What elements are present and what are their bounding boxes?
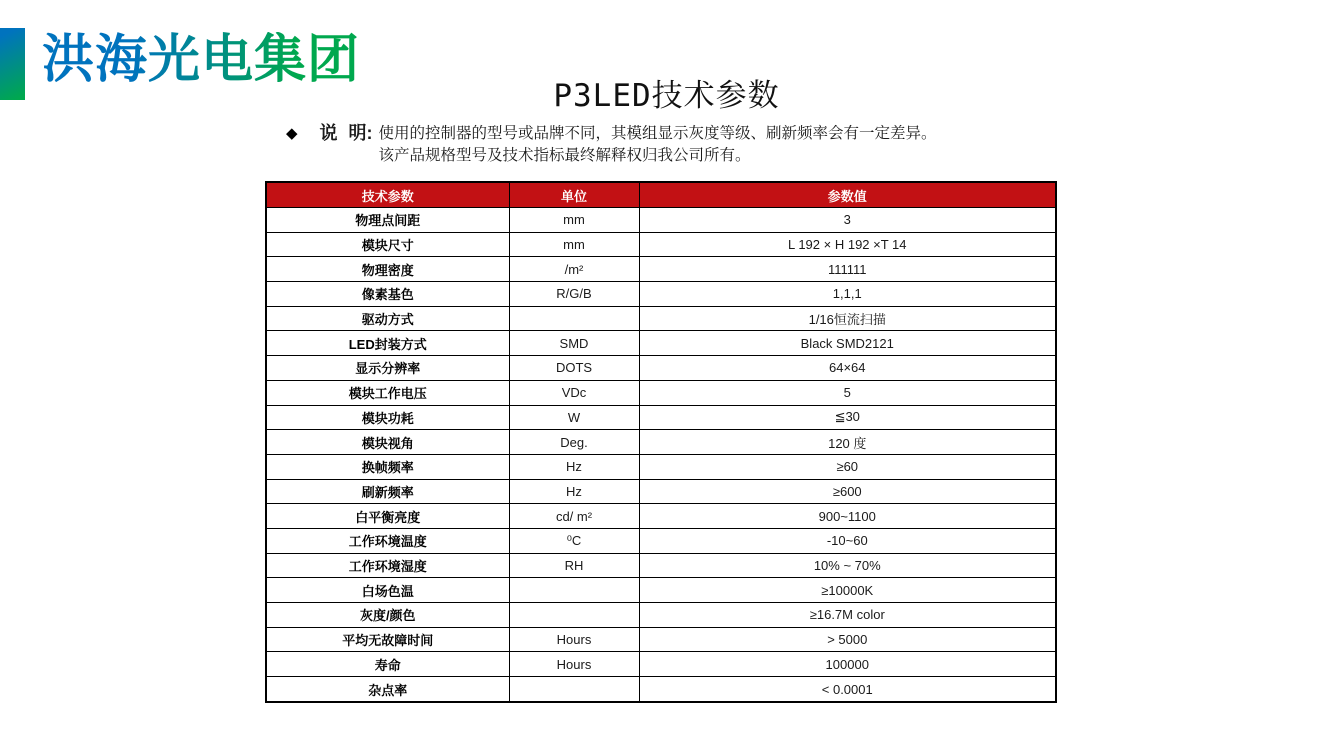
- param-name-cell: 驱动方式: [266, 306, 509, 331]
- param-name-cell: 物理密度: [266, 257, 509, 282]
- param-name-cell: 物理点间距: [266, 208, 509, 233]
- note-line-1: 使用的控制器的型号或品牌不同，其模组显示灰度等级、刷新频率会有一定差异。: [378, 125, 937, 142]
- param-name-cell: 换帧频率: [266, 454, 509, 479]
- table-header-row: [266, 182, 1056, 208]
- table-row: [266, 232, 1056, 257]
- table-row: [266, 405, 1056, 430]
- value-cell: 3: [639, 208, 1056, 233]
- table-row: [266, 282, 1056, 307]
- table-row: [266, 306, 1056, 331]
- unit-cell: mm: [509, 208, 639, 233]
- param-name-cell: 杂点率: [266, 677, 509, 702]
- unit-cell: mm: [509, 232, 639, 257]
- param-name-cell: 白场色温: [266, 578, 509, 603]
- unit-cell: [509, 677, 639, 702]
- note-text: [379, 123, 937, 167]
- header-param-value: 参数值: [639, 182, 1056, 208]
- param-name-cell: 寿命: [266, 652, 509, 677]
- table-row: [266, 430, 1056, 455]
- table-row: [266, 603, 1056, 628]
- table-row: [266, 578, 1056, 603]
- param-name-cell: 模块工作电压: [266, 380, 509, 405]
- value-cell: ≥60: [639, 454, 1056, 479]
- unit-cell: Hours: [509, 652, 639, 677]
- table-row: [266, 208, 1056, 233]
- table-row: [266, 331, 1056, 356]
- unit-cell: /m²: [509, 257, 639, 282]
- value-cell: ≥600: [639, 479, 1056, 504]
- param-name-cell: 刷新频率: [266, 479, 509, 504]
- value-cell: 111111: [639, 257, 1056, 282]
- value-cell: 1,1,1: [639, 282, 1056, 307]
- value-cell: > 5000: [639, 627, 1056, 652]
- param-name-cell: 白平衡亮度: [266, 504, 509, 529]
- unit-cell: W: [509, 405, 639, 430]
- value-cell: ≥10000K: [639, 578, 1056, 603]
- header-param-name: 技术参数: [266, 182, 509, 208]
- table-row: [266, 677, 1056, 702]
- table-row: [266, 257, 1056, 282]
- value-cell: 10% ~ 70%: [639, 553, 1056, 578]
- unit-cell: Hz: [509, 479, 639, 504]
- table-row: [266, 627, 1056, 652]
- unit-cell: ⁰C: [509, 528, 639, 553]
- value-cell: L 192 × H 192 ×T 14: [639, 232, 1056, 257]
- unit-cell: Deg.: [509, 430, 639, 455]
- value-cell: 64×64: [639, 356, 1056, 381]
- value-cell: 1/16恒流扫描: [639, 306, 1056, 331]
- note-block: [286, 123, 937, 167]
- note-line-2: 该产品规格型号及技术指标最终解释权归我公司所有。: [378, 147, 751, 164]
- table-body: [266, 208, 1056, 703]
- param-name-cell: 模块视角: [266, 430, 509, 455]
- value-cell: 120 度: [639, 430, 1056, 455]
- unit-cell: VDc: [509, 380, 639, 405]
- unit-cell: SMD: [509, 331, 639, 356]
- table-row: [266, 380, 1056, 405]
- company-logo: 洪海光电集团: [42, 31, 361, 89]
- unit-cell: [509, 603, 639, 628]
- unit-cell: Hz: [509, 454, 639, 479]
- value-cell: < 0.0001: [639, 677, 1056, 702]
- table-row: [266, 652, 1056, 677]
- table-row: [266, 454, 1056, 479]
- unit-cell: [509, 306, 639, 331]
- spec-table: [265, 181, 1057, 703]
- value-cell: 5: [639, 380, 1056, 405]
- unit-cell: Hours: [509, 627, 639, 652]
- param-name-cell: LED封装方式: [266, 331, 509, 356]
- table-row: [266, 504, 1056, 529]
- param-name-cell: 工作环境湿度: [266, 553, 509, 578]
- unit-cell: R/G/B: [509, 282, 639, 307]
- table-row: [266, 553, 1056, 578]
- value-cell: ≦30: [639, 405, 1056, 430]
- diamond-bullet-icon: ◆: [286, 125, 298, 142]
- table-row: [266, 356, 1056, 381]
- param-name-cell: 工作环境温度: [266, 528, 509, 553]
- param-name-cell: 灰度/颜色: [266, 603, 509, 628]
- unit-cell: [509, 578, 639, 603]
- value-cell: ≥16.7M color: [639, 603, 1056, 628]
- value-cell: 900~1100: [639, 504, 1056, 529]
- unit-cell: cd/ m²: [509, 504, 639, 529]
- table-row: [266, 479, 1056, 504]
- note-label: 说 明:: [319, 123, 373, 143]
- header-unit: 单位: [509, 182, 639, 208]
- value-cell: 100000: [639, 652, 1056, 677]
- unit-cell: RH: [509, 553, 639, 578]
- value-cell: -10~60: [639, 528, 1056, 553]
- unit-cell: DOTS: [509, 356, 639, 381]
- param-name-cell: 模块功耗: [266, 405, 509, 430]
- page-title: P3LED技术参数: [553, 78, 780, 114]
- table-row: [266, 528, 1056, 553]
- param-name-cell: 像素基色: [266, 282, 509, 307]
- param-name-cell: 平均无故障时间: [266, 627, 509, 652]
- param-name-cell: 显示分辨率: [266, 356, 509, 381]
- value-cell: Black SMD2121: [639, 331, 1056, 356]
- param-name-cell: 模块尺寸: [266, 232, 509, 257]
